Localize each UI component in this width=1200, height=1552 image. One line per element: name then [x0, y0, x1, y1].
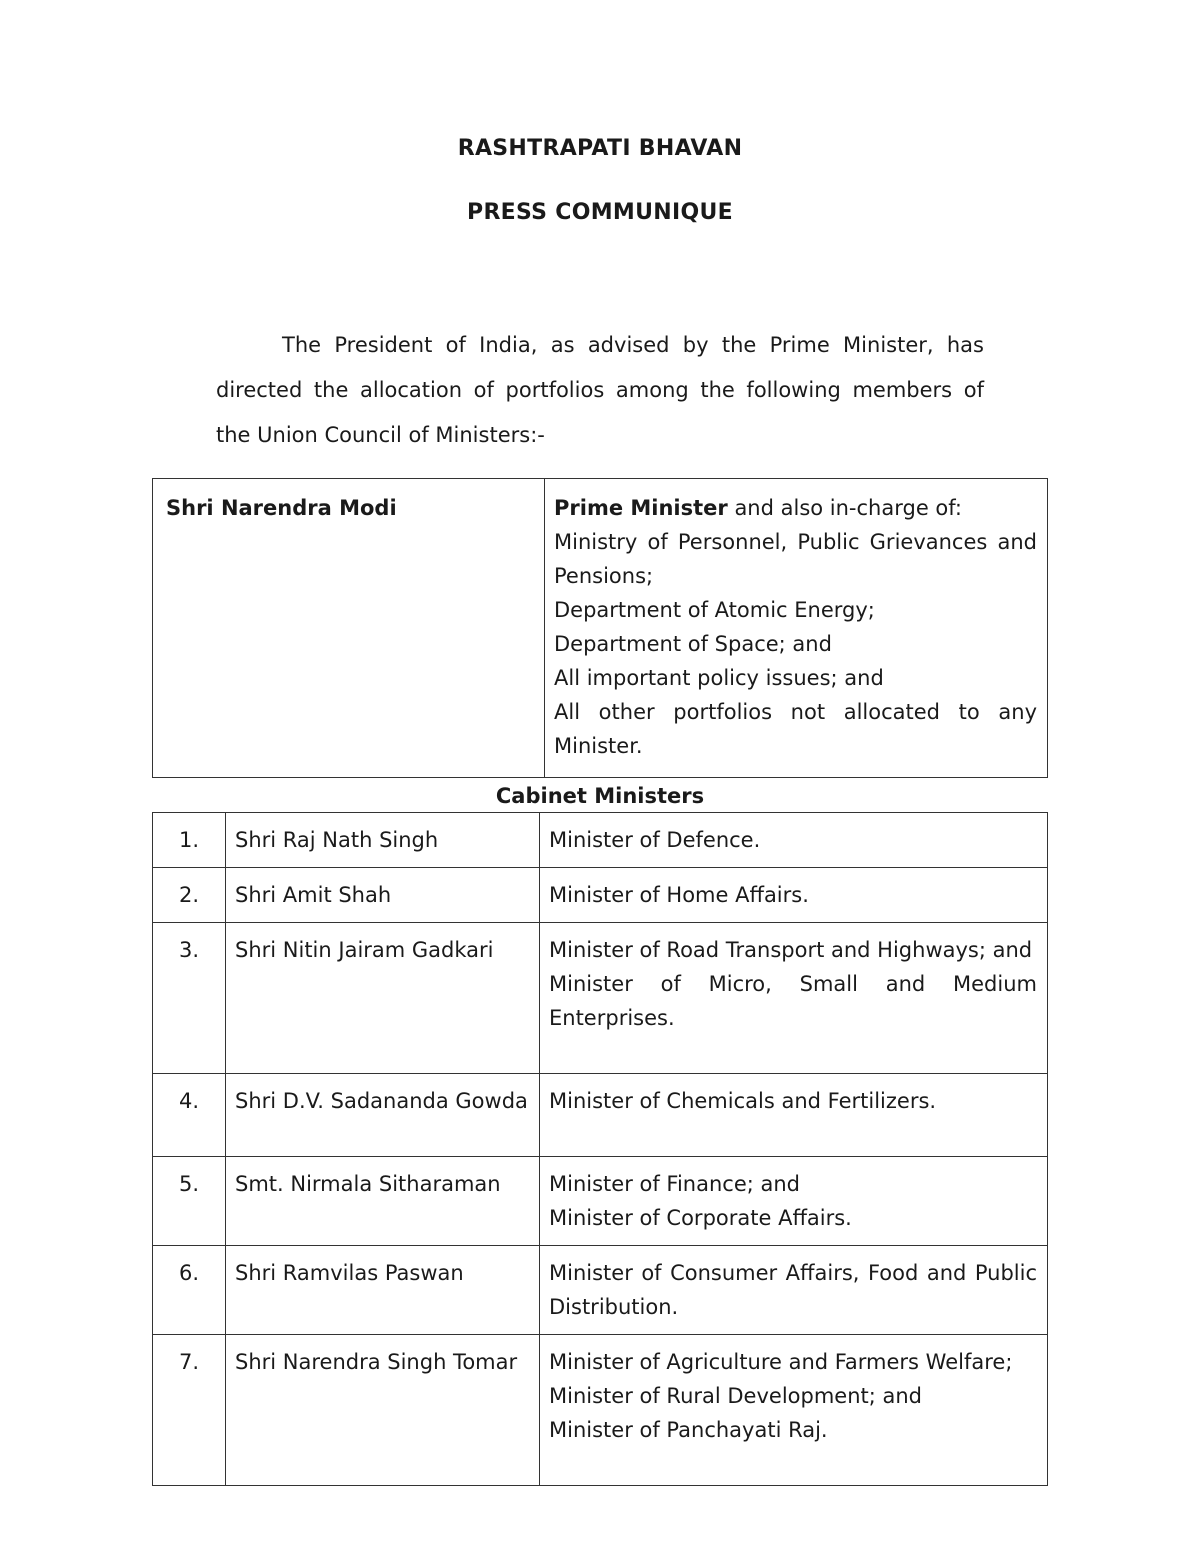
row-number: 2. — [153, 868, 226, 923]
minister-portfolios — [540, 923, 1048, 1074]
document-title: PRESS COMMUNIQUE — [467, 200, 733, 225]
portfolio-item: Minister of Chemicals and Fertilizers. — [549, 1089, 937, 1113]
minister-portfolios — [540, 868, 1048, 923]
row-number: 6. — [153, 1246, 226, 1335]
portfolio-item: Minister of Panchayati Raj. — [549, 1418, 828, 1442]
intro-line-2: directed the allocation of portfolios among the following members of — [216, 378, 984, 402]
portfolio-item: Department of Space; and — [554, 632, 832, 656]
portfolio-item: Ministry of Personnel, Public Grievances and Pensions; — [554, 530, 1037, 588]
intro-line-3: the Union Council of Ministers:- — [216, 423, 545, 447]
table-row — [153, 813, 1048, 868]
pm-title-line: Prime Minister and also in-charge of: — [554, 496, 962, 520]
minister-name: Smt. Nirmala Sitharaman — [226, 1157, 540, 1246]
portfolio-item: Department of Atomic Energy; — [554, 598, 875, 622]
intro-paragraph — [216, 323, 984, 458]
row-number: 4. — [153, 1074, 226, 1157]
row-number: 7. — [153, 1335, 226, 1486]
portfolio-item: Minister of Home Affairs. — [549, 883, 809, 907]
portfolio-item: Minister of Defence. — [549, 828, 761, 852]
portfolio-item: Minister of Finance; and — [549, 1172, 801, 1196]
minister-portfolios — [540, 1246, 1048, 1335]
row-number: 5. — [153, 1157, 226, 1246]
minister-name: Shri Ramvilas Paswan — [226, 1246, 540, 1335]
minister-name: Shri Narendra Singh Tomar — [226, 1335, 540, 1486]
table-row — [153, 923, 1048, 1074]
cabinet-ministers-table — [152, 812, 1048, 1486]
portfolio-item: Minister of Road Transport and Highways; and — [549, 938, 1033, 962]
portfolio-item: Minister of Corporate Affairs. — [549, 1206, 852, 1230]
minister-portfolios — [540, 813, 1048, 868]
table-row — [153, 1246, 1048, 1335]
table-row — [153, 1074, 1048, 1157]
pm-portfolios — [545, 479, 1048, 778]
table-row — [153, 868, 1048, 923]
portfolio-item: Minister of Consumer Affairs, Food and Public Distribution. — [549, 1261, 1037, 1319]
minister-name: Shri D.V. Sadananda Gowda — [226, 1074, 540, 1157]
section-heading-cabinet: Cabinet Ministers — [495, 784, 705, 808]
table-row — [153, 479, 1048, 778]
prime-minister-table — [152, 478, 1048, 778]
portfolio-item: All important policy issues; and — [554, 666, 884, 690]
pm-name: Shri Narendra Modi — [153, 479, 545, 778]
portfolio-item: Minister of Rural Development; and — [549, 1384, 923, 1408]
document-header-org: RASHTRAPATI BHAVAN — [457, 136, 743, 161]
portfolio-item: Minister of Agriculture and Farmers Welfare; — [549, 1350, 1013, 1374]
row-number: 1. — [153, 813, 226, 868]
minister-portfolios — [540, 1074, 1048, 1157]
row-number: 3. — [153, 923, 226, 1074]
portfolio-item: Minister of Micro, Small and Medium Enterprises. — [549, 972, 1037, 1030]
table-row — [153, 1157, 1048, 1246]
minister-portfolios — [540, 1335, 1048, 1486]
minister-name: Shri Nitin Jairam Gadkari — [226, 923, 540, 1074]
minister-name: Shri Amit Shah — [226, 868, 540, 923]
portfolio-item: All other portfolios not allocated to any Minister. — [554, 700, 1037, 758]
table-row — [153, 1335, 1048, 1486]
intro-line-1: The President of India, as advised by the Prime Minister, has — [282, 333, 984, 357]
minister-name: Shri Raj Nath Singh — [226, 813, 540, 868]
minister-portfolios — [540, 1157, 1048, 1246]
pm-title: Prime Minister — [554, 496, 728, 520]
